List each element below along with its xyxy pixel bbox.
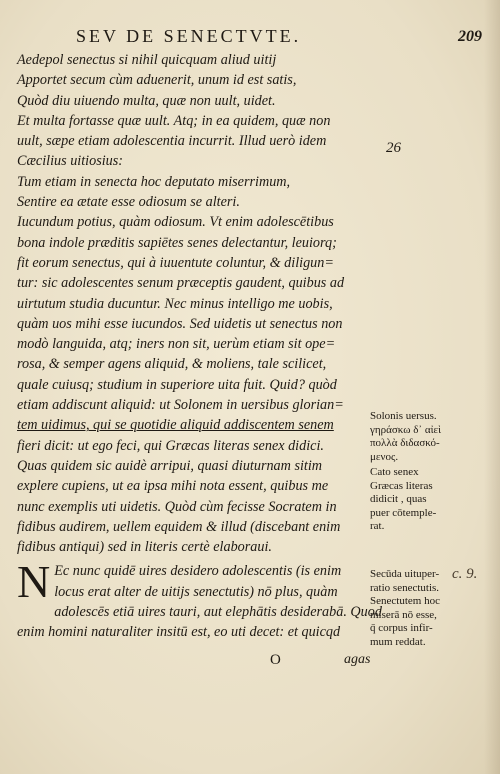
text-line: fidibus audirem, uellem equidem & illud (discebant enim (17, 518, 341, 535)
catchword: O (270, 652, 282, 668)
text-line: enim homini naturaliter insitū est, eo uti decet: et quicqd (17, 624, 341, 641)
text-line: Cæcilius uitiosius: (17, 153, 124, 170)
text-line: bona indole præditis sapiētes senes delectantur, leuiorq; (17, 234, 337, 251)
text-line: uirtutum studia ducuntur. Nec minus intelligo me uobis, (17, 295, 333, 312)
handwritten-annotation: c. 9. (452, 566, 478, 582)
text-line: rosa, & semper agens aliquid, & moliens, tale scilicet, (17, 356, 327, 373)
marginal-line: πολλὰ διδασκό- (370, 437, 440, 449)
text-line: tur: sic adolescentes senum præceptis gaudent, quibus ad (17, 275, 345, 292)
text-line: quale cuiusq; studium in superiore uita fuit. Quid? quòd (17, 376, 337, 393)
marginal-line: miserā nō esse, (370, 608, 437, 621)
page-number: 209 (458, 28, 482, 45)
main-text (17, 50, 382, 643)
text-line: nunc exemplis uti uidetis. Quòd cùm fecisse Socratem in (17, 498, 337, 515)
marginal-line: didicit , quas (370, 493, 427, 505)
text-line: adolescēs etiā uires tauri, aut elephātis desiderabā. Quod (54, 604, 382, 621)
text-line: uult, sæpe etiam adolescentia incurrit. Illud uerò idem (17, 133, 327, 150)
marginal-note-solon (370, 410, 482, 464)
text-line: locus erat alter de uitijs senectutis) nō plus, quàm (54, 583, 338, 600)
running-title: SEV DE SENECTVTE. (76, 26, 302, 46)
marginal-line: ratio senectutis. (370, 581, 440, 594)
text-line: Quas quidem sic auidè arripui, quasi diuturnam sitim (17, 457, 323, 474)
drop-cap: N (17, 556, 51, 608)
marginal-line: Senectutem hoc (370, 595, 440, 607)
catchword-right: agas (344, 652, 371, 667)
page-gutter-shadow (484, 0, 500, 774)
marginal-line: Cato senex (370, 466, 419, 478)
text-line: Sentire ea ætate esse odiosum se alteri. (17, 194, 240, 211)
margin-number: 26 (386, 140, 401, 156)
text-line: fidibus antiqui) sed in literis certè elaboraui. (17, 539, 272, 556)
text-line: Tum etiam in senecta hoc deputato miserrimum, (17, 173, 291, 190)
text-line: fieri dicit: ut ego feci, qui Græcas literas senex didici. (17, 437, 324, 454)
text-line-underlined: tem uidimus, qui se quotidie aliquid addiscentem senem (17, 417, 334, 434)
marginal-line: q̄ corpus infir- (370, 622, 433, 634)
marginal-line: γηράσκω δ᾽ αἰεὶ (370, 423, 442, 436)
marginal-note-cato (370, 466, 482, 534)
marginal-line: rat. (370, 520, 385, 532)
text-line: Aedepol senectus si nihil quicquam aliud uitij (17, 52, 277, 68)
marginal-line: mum reddat. (370, 635, 426, 648)
text-line: modò languida, atq; iners non sit, uerùm etiam sit ope= (17, 336, 336, 353)
marginal-line: Secūda uituper- (370, 568, 440, 580)
text-line: Quòd diu uiuendo multa, quæ non uult, uidet. (17, 92, 276, 109)
text-line: etiam addiscunt aliquid: ut Solonem in uersibus glorian= (17, 397, 344, 414)
text-line-content: Ec nunc quidē uires desidero adolescentis (is enim (54, 563, 342, 580)
marginal-line: Solonis uersus. (370, 410, 437, 422)
marginal-line: puer cōtemple- (370, 506, 437, 519)
running-header (70, 26, 482, 48)
marginal-line: Græcas literas (370, 479, 433, 492)
text-line: fit eorum senectus, qui à iuuentute coluntur, & diligun= (17, 254, 334, 271)
text-line: explere cupiens, ut ea ipsa mihi nota essent, quibus me (17, 478, 329, 495)
text-line: Iucundum potius, quàm odiosum. Vt enim adolescētibus (17, 214, 334, 231)
text-line: quàm uos mihi esse iucundos. Sed uidetis ut senectus non (17, 315, 343, 332)
marginal-line: μενος. (370, 450, 399, 463)
text-line: Et multa fortasse quæ uult. Atq; in ea quidem, quæ non (17, 112, 331, 129)
text-line: Apportet secum cùm aduenerit, unum id est satis, (17, 72, 297, 89)
